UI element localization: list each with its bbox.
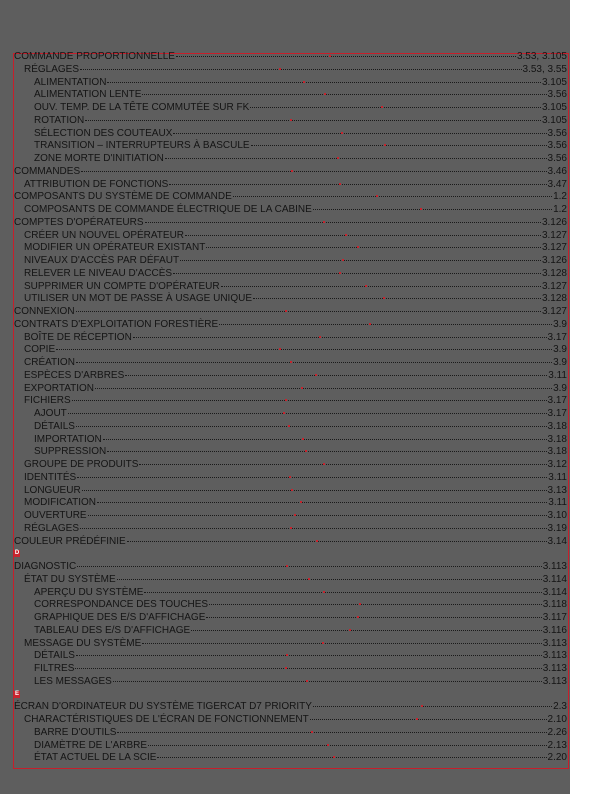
dot-leader bbox=[176, 56, 516, 57]
index-entry-pages[interactable]: 3.56 bbox=[547, 127, 567, 139]
index-entry[interactable] bbox=[14, 77, 568, 90]
dot-leader bbox=[107, 451, 546, 452]
dot-leader bbox=[169, 184, 546, 185]
link-marker bbox=[286, 565, 288, 567]
dot-leader bbox=[97, 502, 547, 503]
index-entry-pages[interactable]: 3.105 bbox=[541, 114, 567, 126]
dot-leader bbox=[125, 375, 547, 376]
link-marker bbox=[308, 578, 310, 580]
index-entry-pages[interactable]: 3.11 bbox=[548, 497, 567, 509]
dot-leader bbox=[310, 719, 547, 720]
index-entry-pages[interactable]: 3.113 bbox=[542, 675, 567, 687]
index-entry[interactable] bbox=[14, 344, 568, 357]
dot-leader bbox=[173, 273, 541, 274]
link-marker bbox=[303, 81, 305, 83]
index-entry[interactable] bbox=[14, 204, 568, 217]
index-entry-term: CHARACTÉRISTIQUES DE L'ÉCRAN DE FONCTIONNEMENT bbox=[24, 714, 309, 725]
index-entry[interactable] bbox=[14, 638, 568, 651]
dot-leader bbox=[165, 158, 547, 159]
dot-leader bbox=[253, 298, 541, 299]
link-marker bbox=[289, 476, 291, 478]
index-entry-pages[interactable]: 3.56 bbox=[547, 140, 567, 152]
dot-leader bbox=[313, 209, 552, 210]
index-entry-pages[interactable]: 3.18 bbox=[547, 433, 567, 445]
index-entry-pages[interactable]: 3.11 bbox=[548, 369, 567, 381]
link-marker bbox=[300, 501, 302, 503]
index-entry-pages[interactable]: 3.116 bbox=[542, 624, 567, 636]
section-letter-badge: D bbox=[14, 550, 20, 557]
index-entry-term: ALIMENTATION LENTE bbox=[34, 89, 142, 101]
link-marker bbox=[383, 297, 385, 299]
index-entry-term: UTILISER UN MOT DE PASSE À USAGE UNIQUE bbox=[24, 293, 253, 305]
index-entry-term: DÉTAILS bbox=[34, 420, 75, 432]
index-entry-term: COULEUR PRÉDÉFINIE bbox=[14, 535, 126, 547]
index-entry-term: FICHIERS bbox=[24, 395, 71, 407]
index-entry-term: ALIMENTATION bbox=[34, 76, 107, 88]
index-entry[interactable] bbox=[14, 332, 568, 345]
link-marker bbox=[349, 629, 351, 631]
index-entry[interactable] bbox=[14, 383, 568, 396]
index-entry[interactable] bbox=[14, 574, 568, 587]
index-entry-pages[interactable]: 3.18 bbox=[547, 446, 567, 458]
index-entry[interactable] bbox=[14, 408, 568, 421]
index-entry-term: ÉCRAN D'ORDINATEUR DU SYSTÈME TIGERCAT D7 PRIORITY bbox=[14, 701, 312, 713]
index-entry-pages[interactable]: 3.17 bbox=[547, 395, 567, 407]
index-entry[interactable] bbox=[14, 561, 568, 574]
dot-leader bbox=[173, 133, 546, 134]
link-marker bbox=[305, 450, 307, 452]
index-entry-pages[interactable]: 3.127 bbox=[541, 280, 567, 292]
index-entry-pages[interactable]: 1.2 bbox=[553, 204, 567, 215]
index-entry[interactable] bbox=[14, 395, 568, 408]
dot-leader bbox=[56, 349, 552, 350]
index-entry-term: APERÇU DU SYSTÈME bbox=[34, 586, 144, 598]
section-letter bbox=[14, 548, 568, 561]
dot-leader bbox=[76, 655, 542, 656]
index-list bbox=[14, 51, 568, 765]
index-entry-pages[interactable]: 3.113 bbox=[542, 650, 567, 662]
index-entry-pages[interactable]: 3.56 bbox=[547, 153, 567, 164]
index-entry-pages[interactable]: 3.46 bbox=[547, 165, 567, 177]
index-entry-term: CRÉATION bbox=[24, 357, 75, 368]
index-entry-pages[interactable]: 3.56 bbox=[547, 89, 567, 101]
index-entry-pages[interactable]: 3.53, 3.105 bbox=[516, 51, 567, 62]
index-entry-term: COMPOSANTS DE COMMANDE ÉLECTRIQUE DE LA CABINE bbox=[24, 204, 312, 215]
index-entry-pages[interactable]: 3.113 bbox=[542, 663, 567, 674]
index-entry-term: CONTRATS D'EXPLOITATION FORESTIÈRE bbox=[14, 318, 219, 330]
index-entry[interactable] bbox=[14, 740, 568, 753]
index-entry-pages[interactable]: 2.26 bbox=[547, 726, 567, 738]
index-entry-term: CRÉER UN NOUVEL OPÉRATEUR bbox=[24, 229, 185, 241]
index-entry-term: IDENTITÉS bbox=[24, 471, 77, 483]
link-marker bbox=[376, 195, 378, 197]
link-marker bbox=[322, 642, 324, 644]
index-entry-term: ROTATION bbox=[34, 114, 85, 126]
index-entry[interactable] bbox=[14, 115, 568, 128]
index-entry-pages[interactable]: 3.9 bbox=[553, 382, 567, 394]
link-marker bbox=[285, 399, 287, 401]
index-entry-term: DÉTAILS bbox=[34, 650, 75, 662]
index-entry-term: ÉTAT DU SYSTÈME bbox=[24, 573, 116, 585]
dot-leader bbox=[127, 541, 547, 542]
index-entry-pages[interactable]: 3.114 bbox=[542, 586, 567, 598]
index-entry-term: RÉGLAGES bbox=[24, 522, 80, 534]
index-entry[interactable] bbox=[14, 421, 568, 434]
index-entry-term: DIAGNOSTIC bbox=[14, 561, 77, 572]
dot-leader bbox=[233, 196, 552, 197]
index-entry-pages[interactable]: 3.127 bbox=[541, 242, 567, 254]
index-entry-term: ESPÈCES D'ARBRES bbox=[24, 369, 125, 381]
link-marker bbox=[357, 246, 359, 248]
dot-leader bbox=[251, 145, 547, 146]
index-entry-term: CORRESPONDANCE DES TOUCHES bbox=[34, 599, 209, 611]
index-entry-pages[interactable]: 3.9 bbox=[553, 318, 567, 330]
link-marker bbox=[381, 106, 383, 108]
index-entry-term: SUPPRIMER UN COMPTE D'OPÉRATEUR bbox=[24, 280, 220, 292]
index-entry-term: LONGUEUR bbox=[24, 484, 81, 496]
link-marker bbox=[342, 259, 344, 261]
dot-leader bbox=[313, 706, 552, 707]
dot-leader bbox=[117, 732, 546, 733]
index-entry-term: RÉGLAGES bbox=[24, 63, 80, 75]
link-marker bbox=[341, 132, 343, 134]
link-marker bbox=[345, 234, 347, 236]
link-marker bbox=[323, 221, 325, 223]
dot-leader bbox=[76, 311, 541, 312]
index-entry[interactable] bbox=[14, 357, 568, 370]
index-entry[interactable] bbox=[14, 510, 568, 523]
index-entry-term: RELEVER LE NIVEAU D'ACCÈS bbox=[24, 267, 173, 279]
index-entry[interactable] bbox=[14, 268, 568, 281]
index-entry-pages[interactable]: 3.47 bbox=[547, 178, 567, 190]
link-marker bbox=[306, 680, 308, 682]
index-entry-term: GRAPHIQUE DES E/S D'AFFICHAGE bbox=[34, 612, 206, 623]
link-marker bbox=[290, 527, 292, 529]
index-entry[interactable] bbox=[14, 128, 568, 141]
link-marker bbox=[286, 654, 288, 656]
link-marker bbox=[283, 412, 285, 414]
index-entry[interactable] bbox=[14, 523, 568, 536]
link-marker bbox=[319, 336, 321, 338]
index-entry-pages[interactable]: 3.105 bbox=[541, 76, 567, 88]
index-entry-term: ATTRIBUTION DE FONCTIONS bbox=[24, 178, 169, 190]
link-marker bbox=[339, 272, 341, 274]
index-entry[interactable] bbox=[14, 306, 568, 319]
link-marker bbox=[365, 285, 367, 287]
index-entry-term: BARRE D'OUTILS bbox=[34, 726, 117, 738]
index-entry-pages[interactable]: 3.12 bbox=[547, 459, 567, 470]
index-entry-pages[interactable]: 3.9 bbox=[553, 357, 567, 368]
dot-leader bbox=[77, 477, 547, 478]
index-entry-pages[interactable]: 3.105 bbox=[541, 102, 567, 113]
index-entry-pages[interactable]: 1.2 bbox=[553, 191, 567, 203]
index-entry-pages[interactable]: 3.14 bbox=[547, 535, 567, 547]
index-entry-term: FILTRES bbox=[34, 663, 75, 674]
dot-leader bbox=[180, 260, 541, 261]
index-entry[interactable] bbox=[14, 217, 568, 230]
index-entry-pages[interactable]: 3.114 bbox=[542, 573, 567, 585]
link-marker bbox=[421, 705, 423, 707]
index-entry[interactable] bbox=[14, 714, 568, 727]
dot-leader bbox=[77, 566, 541, 567]
dot-leader bbox=[68, 413, 547, 414]
dot-leader bbox=[206, 617, 541, 618]
dot-leader bbox=[209, 604, 542, 605]
index-entry-term: TRANSITION – INTERRUPTEURS À BASCULE bbox=[34, 140, 250, 152]
index-entry-pages[interactable]: 3.11 bbox=[548, 471, 567, 483]
link-marker bbox=[315, 374, 317, 376]
index-entry[interactable] bbox=[14, 587, 568, 600]
section-letter-badge: E bbox=[14, 690, 19, 697]
dot-leader bbox=[191, 630, 542, 631]
index-entry[interactable] bbox=[14, 293, 568, 306]
dot-leader bbox=[117, 579, 542, 580]
link-marker bbox=[357, 616, 359, 618]
index-entry-term: OUV. TEMP. DE LA TÊTE COMMUTÉE SUR FK bbox=[34, 102, 250, 113]
index-entry-term: DIAMÈTRE DE L'ARBRE bbox=[34, 739, 148, 751]
index-entry[interactable] bbox=[14, 166, 568, 179]
link-marker bbox=[290, 119, 292, 121]
index-entry-pages[interactable]: 3.19 bbox=[547, 522, 567, 534]
index-entry[interactable] bbox=[14, 663, 568, 676]
link-marker bbox=[285, 667, 287, 669]
index-entry-term: BOÎTE DE RÉCEPTION bbox=[24, 331, 132, 343]
dot-leader bbox=[113, 681, 542, 682]
index-entry-term: COPIE bbox=[24, 344, 56, 356]
index-entry[interactable] bbox=[14, 536, 568, 549]
link-marker bbox=[294, 514, 296, 516]
index-entry-pages[interactable]: 3.9 bbox=[553, 344, 567, 356]
index-entry[interactable] bbox=[14, 242, 568, 255]
index-entry[interactable] bbox=[14, 153, 568, 166]
index-entry[interactable] bbox=[14, 650, 568, 663]
index-entry[interactable] bbox=[14, 434, 568, 447]
index-entry-pages[interactable]: 3.127 bbox=[541, 306, 567, 317]
index-entry-term: SUPPRESSION bbox=[34, 446, 107, 458]
index-entry-pages[interactable]: 3.10 bbox=[547, 510, 567, 521]
index-entry-term: MESSAGE DU SYSTÈME bbox=[24, 637, 142, 649]
dot-leader bbox=[206, 247, 541, 248]
index-entry[interactable] bbox=[14, 51, 568, 64]
dot-leader bbox=[75, 668, 541, 669]
link-marker bbox=[369, 323, 371, 325]
index-entry-pages[interactable]: 3.126 bbox=[541, 255, 567, 266]
dot-leader bbox=[142, 643, 541, 644]
link-marker bbox=[384, 144, 386, 146]
dot-leader bbox=[107, 82, 541, 83]
index-entry[interactable] bbox=[14, 497, 568, 510]
index-entry-term: EXPORTATION bbox=[24, 382, 95, 394]
index-entry[interactable] bbox=[14, 472, 568, 485]
index-entry[interactable] bbox=[14, 230, 568, 243]
link-marker bbox=[316, 540, 318, 542]
index-entry[interactable] bbox=[14, 446, 568, 459]
index-entry-pages[interactable]: 3.18 bbox=[547, 420, 567, 432]
index-entry[interactable] bbox=[14, 255, 568, 268]
index-entry-pages[interactable]: 3.53, 3.55 bbox=[522, 63, 567, 75]
index-entry[interactable] bbox=[14, 281, 568, 294]
dot-leader bbox=[148, 745, 546, 746]
index-entry-term: COMPOSANTS DU SYSTÈME DE COMMANDE bbox=[14, 191, 232, 203]
link-marker bbox=[291, 170, 293, 172]
index-entry-pages[interactable]: 3.126 bbox=[541, 216, 567, 228]
dot-leader bbox=[82, 490, 547, 491]
index-entry-term: MODIFIER UN OPÉRATEUR EXISTANT bbox=[24, 242, 206, 254]
dot-leader bbox=[221, 286, 541, 287]
dot-leader bbox=[72, 400, 547, 401]
index-entry-pages[interactable]: 3.117 bbox=[542, 612, 567, 623]
link-marker bbox=[337, 157, 339, 159]
index-entry[interactable] bbox=[14, 459, 568, 472]
dot-leader bbox=[80, 528, 547, 529]
index-entry[interactable] bbox=[14, 370, 568, 383]
index-entry-pages[interactable]: 3.17 bbox=[547, 331, 567, 343]
link-marker bbox=[291, 489, 293, 491]
link-marker bbox=[311, 731, 313, 733]
link-marker bbox=[339, 183, 341, 185]
index-entry[interactable] bbox=[14, 701, 568, 714]
dot-leader bbox=[103, 439, 547, 440]
index-entry-term: ZONE MORTE D'INITIATION bbox=[34, 153, 164, 164]
index-entry[interactable] bbox=[14, 319, 568, 332]
dot-leader bbox=[95, 388, 552, 389]
index-entry-term: IMPORTATION bbox=[34, 433, 102, 445]
index-entry[interactable] bbox=[14, 140, 568, 153]
index-entry-pages[interactable]: 3.127 bbox=[541, 229, 567, 241]
link-marker bbox=[333, 756, 335, 758]
index-entry-pages[interactable]: 3.13 bbox=[547, 484, 567, 496]
index-entry-pages[interactable]: 3.113 bbox=[542, 637, 567, 649]
dot-leader bbox=[145, 222, 541, 223]
index-entry-term: MODIFICATION bbox=[24, 497, 97, 509]
index-entry-pages[interactable]: 3.113 bbox=[542, 561, 567, 572]
index-entry[interactable] bbox=[14, 191, 568, 204]
dot-leader bbox=[250, 107, 541, 108]
link-marker bbox=[329, 55, 331, 57]
section-letter bbox=[14, 689, 568, 702]
index-entry-term: LES MESSAGES bbox=[34, 675, 112, 687]
index-entry-pages[interactable]: 3.128 bbox=[541, 293, 567, 305]
index-entry-term: COMMANDE PROPORTIONNELLE bbox=[14, 51, 175, 62]
link-marker bbox=[302, 438, 304, 440]
dot-leader bbox=[219, 324, 552, 325]
link-marker bbox=[279, 68, 281, 70]
link-marker bbox=[323, 463, 325, 465]
index-entry-term: AJOUT bbox=[34, 408, 67, 419]
dot-leader bbox=[185, 235, 541, 236]
index-entry[interactable] bbox=[14, 752, 568, 765]
dot-leader bbox=[80, 69, 521, 70]
index-entry-term: OUVERTURE bbox=[24, 510, 87, 521]
index-entry-term: SÉLECTION DES COUTEAUX bbox=[34, 127, 173, 139]
index-entry[interactable] bbox=[14, 625, 568, 638]
index-entry-pages[interactable]: 2.20 bbox=[547, 752, 567, 764]
link-marker bbox=[301, 387, 303, 389]
index-entry-pages[interactable]: 3.17 bbox=[547, 408, 567, 419]
link-marker bbox=[416, 718, 418, 720]
dot-leader bbox=[142, 94, 546, 95]
index-entry-pages[interactable]: 3.128 bbox=[541, 267, 567, 279]
dot-leader bbox=[88, 515, 547, 516]
index-entry-pages[interactable]: 2.13 bbox=[547, 739, 567, 751]
dot-leader bbox=[85, 120, 541, 121]
link-marker bbox=[290, 361, 292, 363]
link-marker bbox=[288, 425, 290, 427]
index-entry[interactable] bbox=[14, 727, 568, 740]
link-marker bbox=[420, 208, 422, 210]
link-marker bbox=[285, 310, 287, 312]
dot-leader bbox=[76, 426, 547, 427]
index-entry[interactable] bbox=[14, 89, 568, 102]
dot-leader bbox=[76, 362, 552, 363]
index-entry[interactable] bbox=[14, 179, 568, 192]
link-marker bbox=[324, 93, 326, 95]
index-entry[interactable] bbox=[14, 102, 568, 115]
dot-leader bbox=[81, 171, 546, 172]
index-entry-term: CONNEXION bbox=[14, 306, 75, 317]
index-entry[interactable] bbox=[14, 612, 568, 625]
index-entry-term: NIVEAUX D'ACCÈS PAR DÉFAUT bbox=[24, 255, 180, 266]
index-entry[interactable] bbox=[14, 676, 568, 689]
index-entry[interactable] bbox=[14, 64, 568, 77]
index-entry-pages[interactable]: 3.118 bbox=[542, 599, 567, 611]
index-entry[interactable] bbox=[14, 485, 568, 498]
index-entry-term: TABLEAU DES E/S D'AFFICHAGE bbox=[34, 624, 191, 636]
index-entry-pages[interactable]: 2.10 bbox=[547, 714, 567, 725]
dot-leader bbox=[157, 757, 546, 758]
dot-leader bbox=[133, 337, 547, 338]
index-entry-term: COMPTES D'OPÉRATEURS bbox=[14, 216, 144, 228]
index-entry[interactable] bbox=[14, 599, 568, 612]
link-marker bbox=[327, 744, 329, 746]
dot-leader bbox=[139, 464, 546, 465]
index-entry-term: ÉTAT ACTUEL DE LA SCIE bbox=[34, 752, 157, 764]
index-entry-term: GROUPE DE PRODUITS bbox=[24, 459, 139, 470]
index-entry-pages[interactable]: 2.3 bbox=[553, 701, 567, 713]
link-marker bbox=[359, 603, 361, 605]
index-entry-term: COMMANDES bbox=[14, 165, 81, 177]
link-marker bbox=[279, 348, 281, 350]
dot-leader bbox=[144, 592, 541, 593]
link-marker bbox=[323, 591, 325, 593]
